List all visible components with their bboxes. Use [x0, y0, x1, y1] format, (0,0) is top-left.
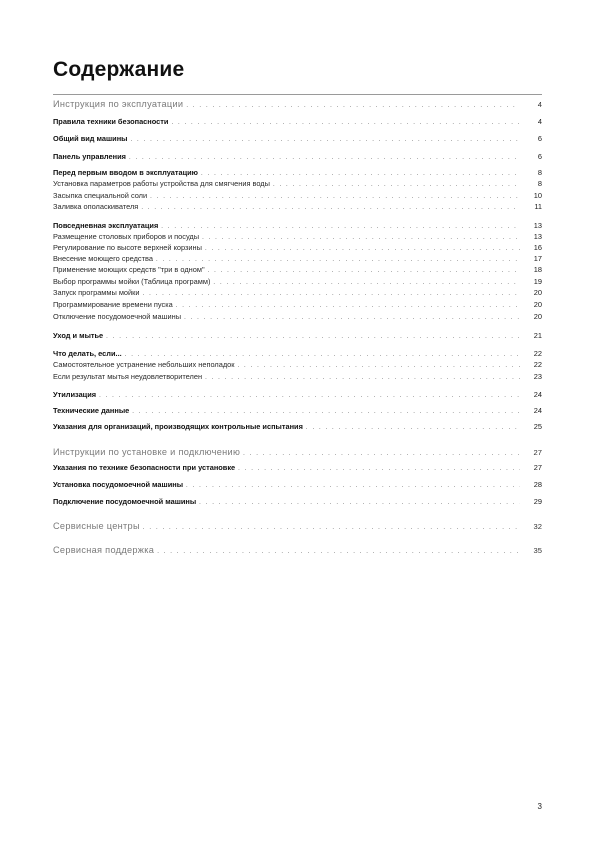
toc-leader-dots — [125, 350, 520, 360]
toc-entry-label: Программирование времени пуска — [53, 300, 173, 309]
toc-entry-machine-connection[interactable] — [53, 497, 542, 508]
toc-leader-dots — [201, 169, 520, 179]
toc-entry-label: Установка посудомоечной машины — [53, 480, 184, 489]
toc-entry-label: Заливка ополаскивателя — [53, 202, 139, 211]
toc-leader-dots — [156, 255, 520, 265]
toc-entry-switch-off[interactable] — [53, 312, 542, 323]
toc-entry-label: Сервисные центры — [53, 521, 140, 531]
toc-entry-loading-cutlery[interactable] — [53, 232, 542, 243]
toc-entry-3in1-detergent[interactable] — [53, 265, 542, 276]
toc-entry-page: 8 — [537, 179, 542, 188]
toc-entry-page: 20 — [533, 312, 542, 321]
toc-entry-machine-installation[interactable] — [53, 480, 542, 491]
toc-entry-page: 18 — [533, 265, 542, 274]
toc-entry-label: Что делать, если... — [53, 349, 122, 358]
toc-entry-page: 27 — [533, 463, 542, 472]
toc-entry-label: Повседневная эксплуатация — [53, 221, 159, 230]
toc-entry-page: 11 — [534, 202, 542, 211]
toc-entry-service-centers[interactable] — [53, 520, 542, 534]
toc-entry-page: 27 — [533, 448, 542, 457]
toc-entry-label: Панель управления — [53, 152, 126, 161]
toc-leader-dots — [243, 448, 520, 460]
toc-entry-page: 28 — [533, 480, 542, 489]
toc-entry-minor-faults[interactable] — [53, 360, 542, 371]
toc-entry-page: 24 — [533, 406, 542, 415]
toc-leader-dots — [184, 313, 520, 323]
toc-leader-dots — [176, 301, 520, 311]
toc-leader-dots — [237, 361, 520, 371]
toc-entry-operating-instructions[interactable] — [53, 98, 542, 112]
toc-leader-dots — [143, 522, 520, 534]
toc-entry-installation-safety[interactable] — [53, 463, 542, 474]
toc-entry-delayed-start[interactable] — [53, 300, 542, 311]
toc-entry-control-panel[interactable] — [53, 152, 542, 163]
toc-entry-page: 24 — [533, 390, 542, 399]
toc-leader-dots — [199, 498, 520, 508]
page-title: Содержание — [53, 58, 185, 81]
toc-leader-dots — [129, 153, 520, 163]
toc-leader-dots — [238, 464, 520, 474]
toc-leader-dots — [106, 332, 520, 342]
toc-entry-label: Сервисная поддержка — [53, 545, 155, 555]
toc-entry-page: 6 — [537, 134, 542, 143]
toc-entry-label: Указания для организаций, производящих контрольные испытания — [53, 422, 303, 431]
toc-entry-page: 17 — [533, 254, 542, 263]
toc-leader-dots — [141, 203, 520, 213]
toc-leader-dots — [205, 244, 520, 254]
toc-entry-service-support[interactable] — [53, 544, 542, 558]
toc-leader-dots — [157, 546, 520, 558]
toc-entry-label: Выбор программы мойки (Таблица программ) — [53, 277, 211, 286]
toc-entry-page: 13 — [533, 221, 542, 230]
toc-entry-label: Если результат мытья неудовлетворителен — [53, 372, 203, 381]
toc-entry-page: 19 — [533, 277, 542, 286]
toc-entry-label: Уход и мытье — [53, 331, 104, 340]
toc-leader-dots — [205, 373, 520, 383]
toc-entry-page: 10 — [533, 191, 542, 200]
toc-leader-dots — [306, 423, 520, 433]
toc-entry-label: Внесение моющего средства — [53, 254, 153, 263]
toc-entry-special-salt[interactable] — [53, 191, 542, 202]
toc-leader-dots — [161, 222, 520, 232]
toc-leader-dots — [202, 233, 520, 243]
toc-leader-dots — [186, 100, 520, 112]
toc-entry-page: 22 — [533, 360, 542, 369]
toc-entry-page: 23 — [533, 372, 542, 381]
toc-entry-page: 25 — [533, 422, 542, 431]
toc-entry-daily-use[interactable] — [53, 221, 542, 232]
toc-leader-dots — [213, 278, 520, 288]
toc-entry-start-program[interactable] — [53, 288, 542, 299]
toc-entry-label: Отключение посудомоечной машины — [53, 312, 182, 321]
toc-entry-label: Перед первым вводом в эксплуатацию — [53, 168, 198, 177]
toc-entry-page: 35 — [533, 546, 542, 555]
toc-entry-label: Установка параметров работы устройства для смягчения воды — [53, 179, 270, 188]
toc-leader-dots — [130, 135, 520, 145]
toc-entry-label: Запуск программы мойки — [53, 288, 140, 297]
toc-entry-label: Общий вид машины — [53, 134, 128, 143]
toc-entry-page: 6 — [537, 152, 542, 161]
toc-entry-label: Технические данные — [53, 406, 130, 415]
toc-entry-water-softener-settings[interactable] — [53, 179, 542, 190]
toc-entry-page: 4 — [537, 100, 542, 109]
toc-leader-dots — [132, 407, 520, 417]
toc-entry-troubleshooting[interactable] — [53, 349, 542, 360]
toc-leader-dots — [143, 289, 520, 299]
toc-entry-detergent[interactable] — [53, 254, 542, 265]
toc-entry-before-first-use[interactable] — [53, 168, 542, 179]
toc-entry-disposal[interactable] — [53, 390, 542, 401]
toc-entry-care-cleaning[interactable] — [53, 331, 542, 342]
toc-leader-dots — [99, 391, 520, 401]
toc-leader-dots — [186, 481, 520, 491]
toc-entry-label: Подключение посудомоечной машины — [53, 497, 197, 506]
page-number: 3 — [537, 802, 542, 811]
toc-entry-label: Самостоятельное устранение небольших неполадок — [53, 360, 235, 369]
toc-entry-label: Утилизация — [53, 390, 97, 399]
toc-entry-page: 8 — [537, 168, 542, 177]
toc-entry-page: 29 — [533, 497, 542, 506]
toc-entry-page: 20 — [533, 300, 542, 309]
toc-entry-label: Засыпка специальной соли — [53, 191, 148, 200]
toc-entry-label: Применение моющих средств "три в одном" — [53, 265, 205, 274]
toc-top-divider — [53, 94, 542, 95]
toc-entry-page: 21 — [533, 331, 542, 340]
toc-entry-page: 13 — [533, 232, 542, 241]
toc-entry-page: 32 — [533, 522, 542, 531]
toc-leader-dots — [171, 118, 520, 128]
toc-leader-dots — [208, 266, 520, 276]
toc-entry-machine-overview[interactable] — [53, 134, 542, 145]
toc-entry-page: 22 — [533, 349, 542, 358]
toc-entry-page: 4 — [537, 117, 542, 126]
toc-entry-page: 16 — [533, 243, 542, 252]
toc-entry-label: Размещение столовых приборов и посуды — [53, 232, 200, 241]
toc-entry-label: Инструкции по установке и подключению — [53, 447, 241, 457]
toc-entry-label: Указания по технике безопасности при установке — [53, 463, 236, 472]
toc-leader-dots — [150, 192, 520, 202]
toc-entry-technical-data[interactable] — [53, 406, 542, 417]
toc-entry-safety-rules[interactable] — [53, 117, 542, 128]
toc-entry-program-selection[interactable] — [53, 277, 542, 288]
toc-entry-rinse-aid[interactable] — [53, 202, 542, 213]
toc-leader-dots — [273, 180, 520, 190]
toc-entry-page: 20 — [533, 288, 542, 297]
toc-entry-installation-instructions[interactable] — [53, 446, 542, 460]
toc-entry-unsatisfactory-results[interactable] — [53, 372, 542, 383]
toc-entry-label: Правила техники безопасности — [53, 117, 169, 126]
toc-entry-label: Инструкция по эксплуатации — [53, 99, 184, 109]
toc-entry-test-institutes[interactable] — [53, 422, 542, 433]
toc-entry-upper-basket-height[interactable] — [53, 243, 542, 254]
toc-entry-label: Регулирование по высоте верхней корзины — [53, 243, 202, 252]
